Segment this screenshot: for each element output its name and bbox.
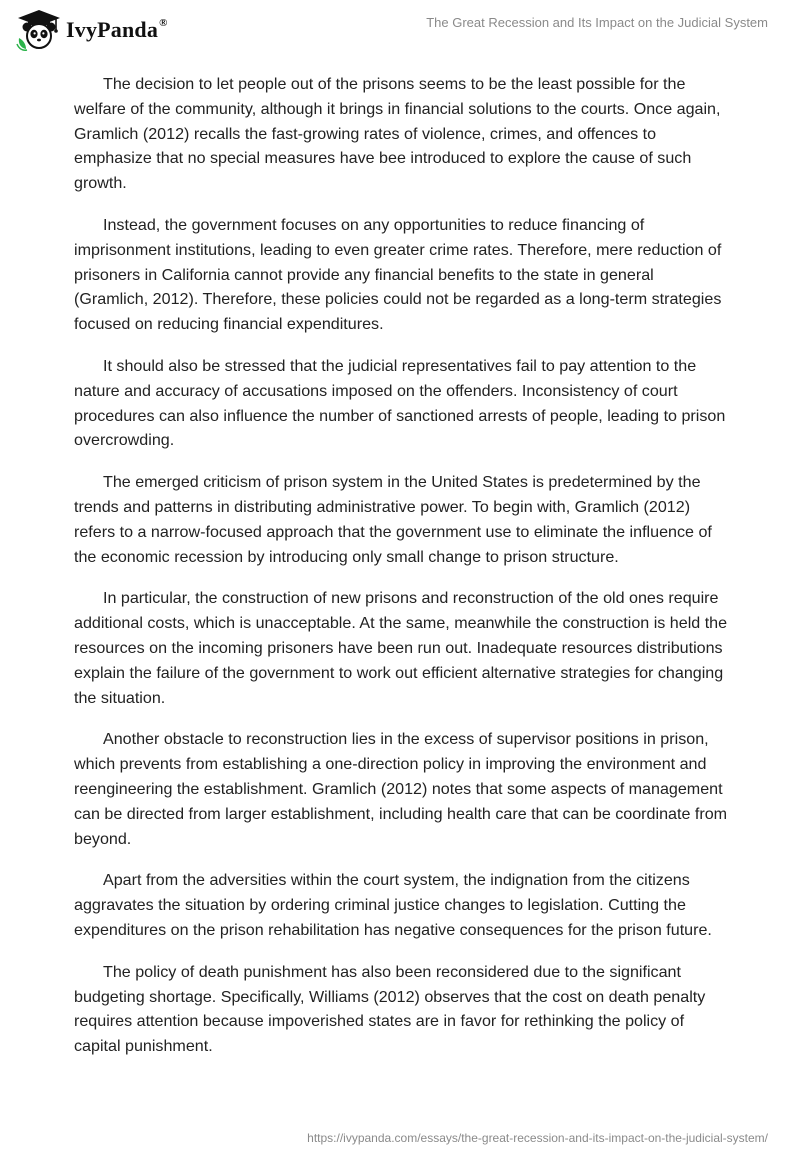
paragraph: Instead, the government focuses on any opportunities to reduce financing of imprisonment institutions, leading to even greater crime rates. Therefore, mere reduction of prisoners in California cannot provide any financial benefits to the state in general (Gramlich, 2012). Therefore, these policies could not be regarded as a long-term strategies focused on reducing financial expenditures. <box>74 215 722 334</box>
brand-name: IvyPanda® <box>66 16 168 42</box>
document-title: The Great Recession and Its Impact on the Judicial System <box>426 15 768 30</box>
registered-mark: ® <box>159 16 168 29</box>
source-url[interactable]: https://ivypanda.com/essays/the-great-recession-and-its-impact-on-the-judicial-system/ <box>307 1131 768 1145</box>
paragraph: The policy of death punishment has also been reconsidered due to the significant budgeting shortage. Specifically, Williams (2012) observes that the cost on death penalty requires attention because impoverished states are in favor for rethinking the policy of capital punishment. <box>74 962 706 1056</box>
paragraph: It should also be stressed that the judicial representatives fail to pay attention to the nature and accuracy of accusations imposed on the offenders. Inconsistency of court procedures can also influence the number of sanctioned arrests of people, leading to prison overcrowding. <box>74 356 726 450</box>
panda-graduate-icon <box>16 8 62 52</box>
page-header <box>0 0 800 60</box>
paragraph: The decision to let people out of the prisons seems to be the least possible for the welfare of the community, although it brings in financial solutions to the courts. Once again, Gramlich (2012) recalls the fast-growing rates of violence, crimes, and offences to emphasize that no special measures have bee introduced to explore the cause of such growth. <box>74 75 721 193</box>
paragraph: The emerged criticism of prison system in the United States is predetermined by the trends and patterns in distributing administrative power. To begin with, Gramlich (2012) refers to a narrow-focused approach that the government use to eliminate the influence of the economic recession by introducing only small change to prison structure. <box>74 473 712 566</box>
essay-body <box>74 72 732 1076</box>
paragraph: In particular, the construction of new prisons and reconstruction of the old ones require additional costs, which is unacceptable. At the same, meanwhile the construction is held the resources on the incoming prisoners have been run out. Inadequate resources distributions explain the failure of the government to work out efficient alternative strategies for changing the situation. <box>74 589 728 707</box>
paragraph: Apart from the adversities within the court system, the indignation from the citizens aggravates the situation by ordering criminal justice changes to legislation. Cutting the expenditures on the prison rehabilitation has negative consequences for the prison future. <box>74 871 712 939</box>
paragraph: Another obstacle to reconstruction lies in the excess of supervisor positions in prison, which prevents from establishing a one-direction policy in improving the environment and reengineering the establishment. Gramlich (2012) notes that some aspects of management can be directed from larger establishment, including health care that can be coordinate from beyond. <box>74 730 728 848</box>
ivypanda-logo[interactable] <box>16 8 168 52</box>
